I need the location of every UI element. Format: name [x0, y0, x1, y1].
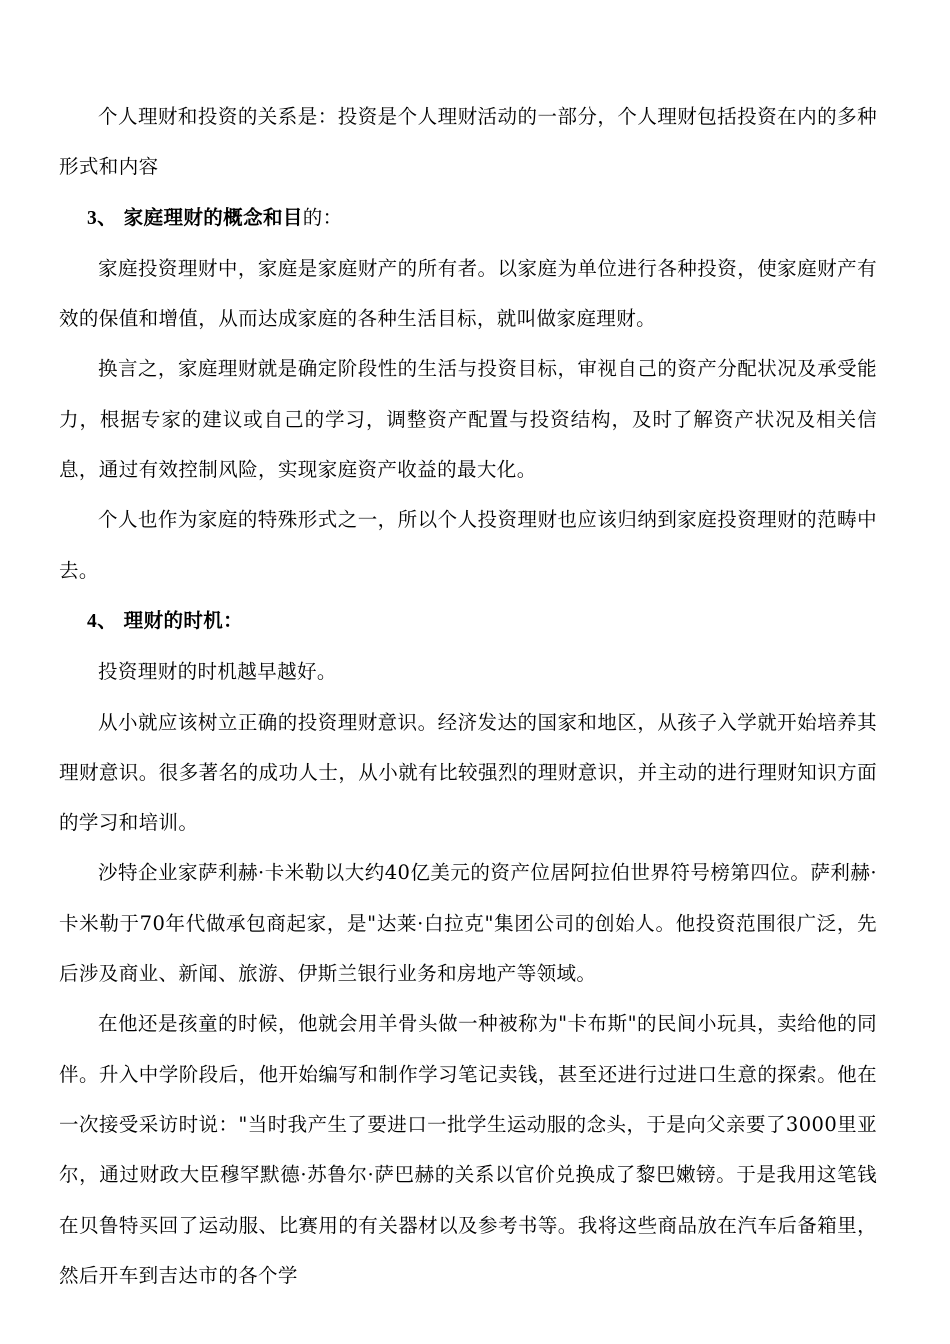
- paragraph-saleh-kamel-intro: 沙特企业家萨利赫·卡米勒以大约40亿美元的资产位居阿拉伯世界符号榜第四位。萨利赫·卡米勒于70年代做承包商起家，是"达莱·白拉克"集团公司的创始人。他投资范围很广泛，先后涉及商业、新闻、旅游、伊斯兰银行业务和房地产等领域。: [59, 861, 877, 986]
- heading-number: 3、: [87, 207, 118, 229]
- heading-rest-text: 的：: [302, 205, 343, 229]
- paragraph-saleh-kamel-childhood: 在他还是孩童的时候，他就会用羊骨头做一种被称为"卡布斯"的民间小玩具，卖给他的同伴。升入中学阶段后，他开始编写和制作学习笔记卖钱，甚至还进行过进口生意的探索。他在一次接受采访时说："当时我产生了要进口一批学生运动服的念头，于是向父亲要了3000里亚尔，通过财政大臣穆罕默德·苏鲁尔·萨巴赫的关系以官价兑换成了黎巴嫩镑。于是我用这笔钱在贝鲁特买回了运动服、比赛用的有关器材以及参考书等。我将这些商品放在汽车后备箱里，然后开车到吉达市的各个学: [59, 1012, 877, 1287]
- paragraph-individual-as-family: 个人也作为家庭的特殊形式之一，所以个人投资理财也应该归纳到家庭投资理财的范畴中去。: [59, 508, 877, 582]
- section-heading-4: [59, 596, 877, 647]
- paragraph-timing: 投资理财的时机越早越好。: [98, 660, 337, 684]
- heading-number: 4、: [87, 610, 118, 632]
- section-heading-3: [59, 193, 877, 244]
- paragraph-family-finance-definition: 家庭投资理财中，家庭是家庭财产的所有者。以家庭为单位进行各种投资，使家庭财产有效的保值和增值，从而达成家庭的各种生活目标，就叫做家庭理财。: [59, 256, 877, 331]
- paragraph-family-finance-explained: 换言之，家庭理财就是确定阶段性的生活与投资目标，审视自己的资产分配状况及承受能力，根据专家的建议或自己的学习，调整资产配置与投资结构，及时了解资产状况及相关信息，通过有效控制风险，实现家庭资产收益的最大化。: [59, 357, 877, 482]
- heading-bold-text: 家庭理财的概念和目: [123, 205, 303, 229]
- paragraph-investment-relation: 个人理财和投资的关系是：投资是个人理财活动的一部分，个人理财包括投资在内的多种形式和内容: [59, 105, 877, 179]
- document-page: [59, 92, 877, 1301]
- heading-bold-text: 理财的时机：: [123, 608, 244, 632]
- paragraph-early-awareness: 从小就应该树立正确的投资理财意识。经济发达的国家和地区，从孩子入学就开始培养其理财意识。很多著名的成功人士，从小就有比较强烈的理财意识，并主动的进行理财知识方面的学习和培训。: [59, 710, 877, 835]
